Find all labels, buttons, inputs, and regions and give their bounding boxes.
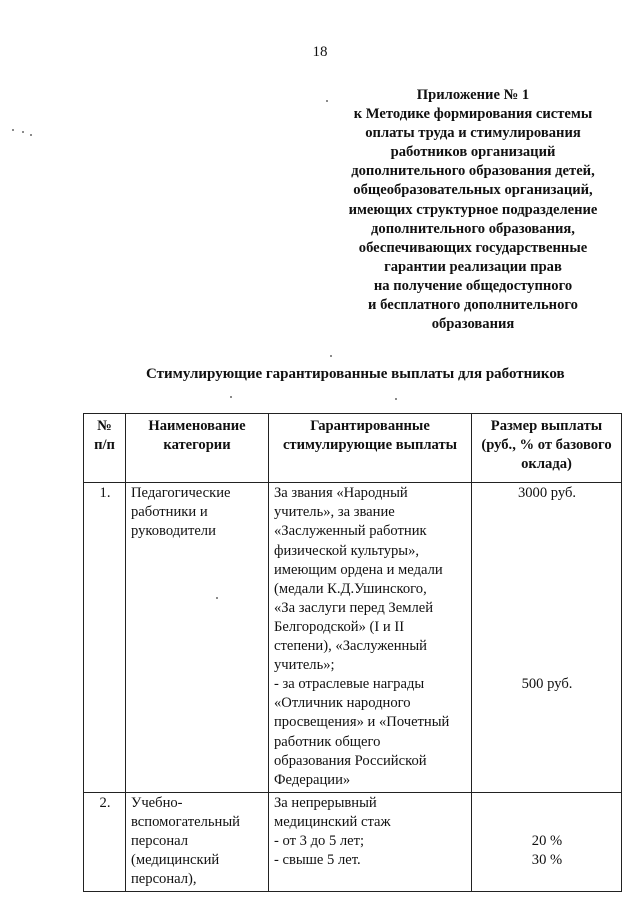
payment-line: учитель», за звание: [274, 504, 395, 521]
header-payments: [269, 414, 472, 483]
header-line: (руб., % от базового: [481, 437, 612, 454]
header-line: категории: [163, 437, 231, 454]
payment-line: имеющим ордена и медали: [274, 561, 443, 578]
appendix-line: образования: [431, 316, 515, 333]
table-row: [84, 483, 622, 793]
payment-line: медицинский стаж: [274, 813, 391, 830]
header-line: Размер выплаты: [490, 418, 603, 434]
appendix-line: дополнительного образования,: [371, 220, 575, 237]
row-category: [126, 792, 269, 891]
payment-line: физической культуры»,: [274, 542, 420, 559]
table-header-row: [84, 414, 622, 483]
row-number: 1.: [84, 483, 126, 793]
category-line: руководители: [131, 523, 216, 540]
header-line: оклада): [521, 456, 572, 473]
appendix-block: [328, 86, 618, 334]
appendix-line: гарантии реализации прав: [384, 258, 562, 275]
header-category: [126, 414, 269, 483]
payment-line: степени), «Заслуженный: [274, 638, 427, 655]
scan-speck: [230, 396, 232, 398]
payment-line: работник общего: [274, 733, 381, 750]
header-line: п/п: [94, 437, 115, 454]
category-line: Педагогические: [131, 485, 231, 502]
row-number: 2.: [84, 792, 126, 891]
header-line: Наименование: [148, 418, 246, 434]
payment-line: Белгородской» (I и II: [274, 618, 405, 635]
appendix-line: на получение общедоступного: [373, 277, 573, 294]
payment-line: - свыше 5 лет.: [274, 852, 361, 869]
appendix-line: работников организаций: [390, 144, 556, 161]
appendix-line: дополнительного образования детей,: [351, 163, 595, 180]
payment-line: «За заслуги перед Землей: [274, 599, 434, 616]
payment-line: «Заслуженный работник: [274, 523, 427, 540]
header-line: №: [97, 418, 112, 434]
payment-line: просвещения» и «Почетный: [274, 714, 450, 731]
row-amount: [472, 792, 622, 891]
amount-value: 500 руб.: [521, 676, 573, 693]
scan-speck: [330, 355, 332, 357]
scan-speck: [395, 398, 397, 400]
category-line: вспомогательный: [131, 813, 240, 830]
payment-line: (медали К.Д.Ушинского,: [274, 580, 427, 597]
row-payments: [269, 483, 472, 793]
payment-line: За звания «Народный: [274, 485, 408, 502]
document-title: Стимулирующие гарантированные выплаты для работников: [146, 366, 565, 382]
amount-value: 30 %: [531, 852, 563, 869]
payments-table: [83, 413, 622, 892]
scan-speck: [216, 597, 218, 599]
scan-speck: [30, 134, 32, 136]
payment-line: учитель»;: [274, 657, 335, 674]
category-line: (медицинский: [131, 852, 220, 869]
payment-line: «Отличник народного: [274, 695, 411, 712]
table-row: [84, 792, 622, 891]
payment-line: - за отраслевые награды: [274, 676, 425, 693]
payment-line: За непрерывный: [274, 794, 377, 811]
row-category: [126, 483, 269, 793]
appendix-line: имеющих структурное подразделение: [348, 201, 598, 218]
header-line: Гарантированные: [310, 418, 430, 434]
appendix-line: общеобразовательных организаций,: [353, 182, 593, 199]
header-amount: [472, 414, 622, 483]
row-payments: [269, 792, 472, 891]
appendix-line: обеспечивающих государственные: [358, 239, 588, 256]
header-number: [84, 414, 126, 483]
scan-speck: [326, 100, 328, 102]
scan-speck: [12, 129, 14, 131]
category-line: персонал),: [131, 871, 197, 888]
header-line: стимулирующие выплаты: [282, 437, 458, 454]
appendix-line: и бесплатного дополнительного: [368, 297, 578, 314]
page-number: 18: [312, 44, 328, 60]
appendix-line: к Методике формирования системы: [353, 106, 593, 123]
appendix-line: оплаты труда и стимулирования: [365, 125, 581, 142]
amount-value: 20 %: [531, 832, 563, 849]
payment-line: Федерации»: [274, 771, 351, 788]
category-line: Учебно-: [131, 794, 183, 811]
category-line: персонал: [131, 832, 189, 849]
payment-line: образования Российской: [274, 752, 427, 769]
category-line: работники и: [131, 504, 208, 521]
scan-speck: [22, 131, 24, 133]
payment-line: - от 3 до 5 лет;: [274, 832, 365, 849]
amount-value: 3000 руб.: [517, 485, 577, 502]
row-amount: [472, 483, 622, 793]
appendix-line: Приложение № 1: [416, 87, 530, 103]
